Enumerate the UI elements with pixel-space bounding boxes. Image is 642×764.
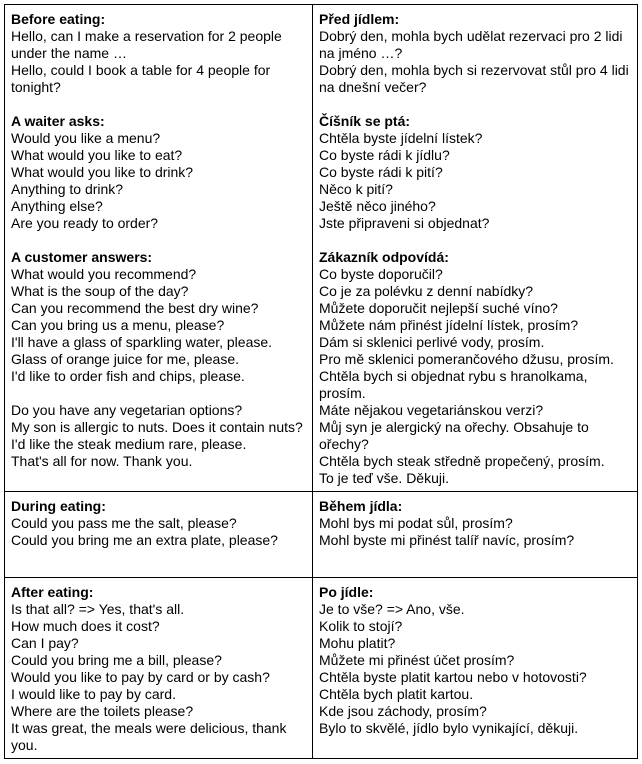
phrase-line: Is that all? => Yes, that's all. — [11, 601, 185, 617]
phrase-line: Co je za polévku z denní nabídky? — [319, 283, 534, 299]
phrase-line: Mohu platit? — [319, 635, 396, 651]
phrase-line: What is the soup of the day? — [11, 283, 189, 299]
phrase-line: Anything else? — [11, 198, 103, 214]
phrase-line: Kolik to stojí? — [319, 618, 403, 634]
section-row-before-eating — [5, 5, 638, 492]
section-row-during-eating — [5, 492, 638, 578]
phrase-line: Mohl bys mi podat sůl, prosím? — [319, 515, 513, 531]
phrase-line: Would you like to pay by card or by cash? — [11, 669, 270, 685]
section-heading: During eating: — [11, 498, 106, 514]
phrase-line: Hello, could I book a table for 4 people for tonight? — [11, 62, 271, 95]
phrase-line: Would you like a menu? — [11, 130, 161, 146]
section-heading: Po jídle: — [319, 584, 374, 600]
phrase-line: Co byste rádi k pití? — [319, 164, 443, 180]
phrase-line: I would like to pay by card. — [11, 686, 176, 702]
phrase-line: Můj syn je alergický na ořechy. Obsahuje to ořechy? — [319, 419, 589, 452]
phrase-line: How much does it cost? — [11, 618, 160, 634]
phrase-line: I'd like to order fish and chips, please. — [11, 368, 245, 384]
section-heading: Číšník se ptá: — [319, 113, 411, 129]
phrase-line: Můžete nám přinést jídelní lístek, prosím? — [319, 317, 579, 333]
phrase-line: Dobrý den, mohla bych si rezervovat stůl pro 4 lidi na dnešní večer? — [319, 62, 629, 95]
phrase-line: Dám si sklenici perlivé vody, prosím. — [319, 334, 545, 350]
section-heading: Zákazník odpovídá: — [319, 249, 449, 265]
phrase-line: Chtěla bych platit kartou. — [319, 686, 474, 702]
phrase-line: Můžete doporučit nejlepší suché víno? — [319, 300, 558, 316]
phrase-line: I'd like the steak medium rare, please. — [11, 436, 247, 452]
phrase-line: Bylo to skvělé, jídlo bylo vynikající, děkuji. — [319, 720, 579, 736]
section-heading: Během jídla: — [319, 498, 403, 514]
section-heading: A customer answers: — [11, 249, 153, 265]
english-cell — [5, 5, 313, 492]
phrase-line: Máte nějakou vegetariánskou verzi? — [319, 402, 544, 418]
phrase-line: Anything to drink? — [11, 181, 124, 197]
phrase-line: Pro mě sklenici pomerančového džusu, prosím. — [319, 351, 614, 367]
phrase-line: Co byste doporučil? — [319, 266, 443, 282]
section-heading: Before eating: — [11, 11, 106, 27]
section-heading: After eating: — [11, 584, 94, 600]
phrase-line: Where are the toilets please? — [11, 703, 194, 719]
phrase-line: Can I pay? — [11, 635, 79, 651]
phrase-line: Jste připraveni si objednat? — [319, 215, 490, 231]
phrase-line: What would you like to eat? — [11, 147, 183, 163]
phrase-line: To je teď vše. Děkuji. — [319, 470, 449, 486]
section-heading: A waiter asks: — [11, 113, 105, 129]
phrase-line: Kde jsou záchody, prosím? — [319, 703, 487, 719]
english-cell — [5, 578, 313, 759]
phrase-table — [4, 4, 638, 759]
phrase-line: Could you bring me an extra plate, please? — [11, 532, 278, 548]
phrase-line: Mohl byste mi přinést talíř navíc, prosím? — [319, 532, 575, 548]
phrase-line: Co byste rádi k jídlu? — [319, 147, 450, 163]
phrase-line: My son is allergic to nuts. Does it contain nuts? — [11, 419, 303, 435]
phrase-line: Dobrý den, mohla bych udělat rezervaci pro 2 lidi na jméno …? — [319, 28, 623, 61]
czech-cell — [313, 578, 638, 759]
phrase-line: Je to vše? => Ano, vše. — [319, 601, 465, 617]
phrase-line: That's all for now. Thank you. — [11, 453, 193, 469]
phrase-line: Chtěla bych steak středně propеčený, prosím. — [319, 453, 605, 469]
section-heading: Před jídlem: — [319, 11, 400, 27]
phrase-line: Ještě něco jiného? — [319, 198, 436, 214]
phrase-line: Něco k pití? — [319, 181, 393, 197]
phrase-line: Could you bring me a bill, please? — [11, 652, 222, 668]
phrase-line: Chtěla byste jídelní lístek? — [319, 130, 483, 146]
phrase-line: Chtěla bych si objednat rybu s hranolkama, prosím. — [319, 368, 588, 401]
phrase-line: Are you ready to order? — [11, 215, 159, 231]
phrase-line: I'll have a glass of sparkling water, please. — [11, 334, 273, 350]
english-cell — [5, 492, 313, 578]
phrase-line: Hello, can I make a reservation for 2 people under the name … — [11, 28, 282, 61]
phrase-line: It was great, the meals were delicious, thank you. — [11, 720, 287, 753]
phrase-line: Do you have any vegetarian options? — [11, 402, 243, 418]
phrase-line: Could you pass me the salt, please? — [11, 515, 237, 531]
czech-cell — [313, 5, 638, 492]
phrase-line: What would you like to drink? — [11, 164, 194, 180]
phrase-line: Můžete mi přinést účet prosím? — [319, 652, 515, 668]
czech-cell — [313, 492, 638, 578]
phrase-line: Chtěla byste platit kartou nebo v hotovosti? — [319, 669, 587, 685]
phrase-line: Glass of orange juice for me, please. — [11, 351, 240, 367]
section-row-after-eating — [5, 578, 638, 759]
phrase-line: Can you bring us a menu, please? — [11, 317, 225, 333]
phrase-line: What would you recommend? — [11, 266, 197, 282]
phrase-line: Can you recommend the best dry wine? — [11, 300, 259, 316]
